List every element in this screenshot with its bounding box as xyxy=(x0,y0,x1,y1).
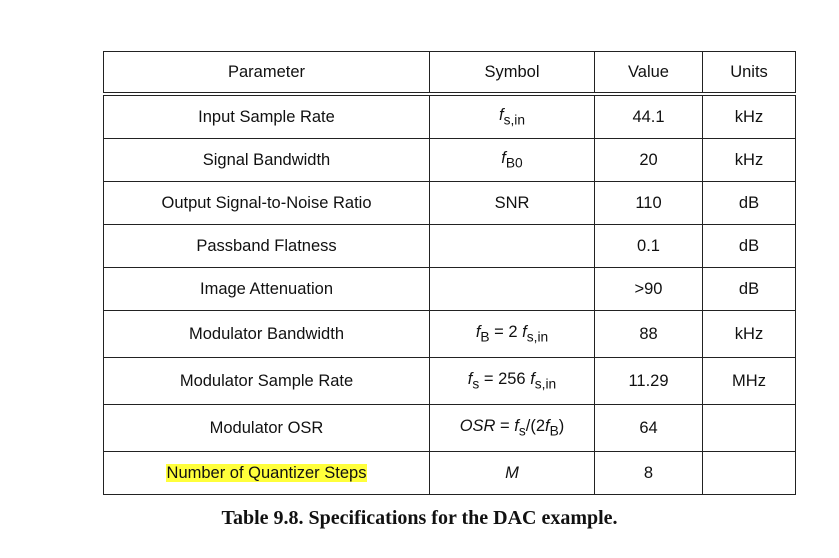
specifications-table xyxy=(103,51,796,495)
header-symbol: Symbol xyxy=(430,52,595,95)
symbol-var: f xyxy=(499,106,504,125)
table-row xyxy=(104,94,796,139)
symbol-operator: = 2 xyxy=(489,323,523,342)
table-row xyxy=(104,268,796,311)
cell-parameter: Modulator Sample Rate xyxy=(104,358,430,405)
cell-units: kHz xyxy=(703,139,796,182)
cell-parameter xyxy=(104,452,430,495)
cell-parameter: Modulator Bandwidth xyxy=(104,311,430,358)
symbol-var: OSR xyxy=(459,417,496,436)
table-row xyxy=(104,311,796,358)
cell-value: 110 xyxy=(595,182,703,225)
cell-parameter: Modulator OSR xyxy=(104,405,430,452)
cell-units xyxy=(703,405,796,452)
header-units: Units xyxy=(703,52,796,95)
symbol-sub: B xyxy=(549,423,559,439)
symbol-operator: = xyxy=(495,417,515,436)
cell-value: >90 xyxy=(595,268,703,311)
cell-symbol xyxy=(430,225,595,268)
cell-units xyxy=(703,452,796,495)
symbol-var: f xyxy=(514,417,519,436)
table-row xyxy=(104,452,796,495)
cell-value: 44.1 xyxy=(595,94,703,139)
cell-units: MHz xyxy=(703,358,796,405)
cell-value: 0.1 xyxy=(595,225,703,268)
cell-symbol xyxy=(430,311,595,358)
cell-symbol xyxy=(430,358,595,405)
symbol-var: M xyxy=(505,463,519,482)
table-row xyxy=(104,182,796,225)
cell-units: dB xyxy=(703,225,796,268)
symbol-sub: s xyxy=(518,423,526,439)
symbol-sub: B xyxy=(480,329,490,345)
cell-symbol xyxy=(430,94,595,139)
cell-units: dB xyxy=(703,182,796,225)
highlighted-text: Number of Quantizer Steps xyxy=(166,463,367,482)
symbol-sub: s xyxy=(472,376,480,392)
symbol-var: f xyxy=(530,370,535,389)
cell-units: dB xyxy=(703,268,796,311)
table-row xyxy=(104,139,796,182)
table-row xyxy=(104,405,796,452)
symbol-sub: B0 xyxy=(505,155,523,171)
cell-symbol xyxy=(430,405,595,452)
table-caption: Table 9.8. Specifications for the DAC example. xyxy=(221,507,618,529)
table-row xyxy=(104,225,796,268)
cell-units: kHz xyxy=(703,94,796,139)
cell-value: 11.29 xyxy=(595,358,703,405)
symbol-var: f xyxy=(545,417,550,436)
cell-symbol xyxy=(430,139,595,182)
symbol-sub: s,in xyxy=(503,112,525,128)
cell-value: 64 xyxy=(595,405,703,452)
cell-units: kHz xyxy=(703,311,796,358)
cell-parameter: Output Signal-to-Noise Ratio xyxy=(104,182,430,225)
table-row xyxy=(104,358,796,405)
cell-parameter: Input Sample Rate xyxy=(104,94,430,139)
symbol-operator: /(2 xyxy=(525,417,546,436)
symbol-operator: = 256 xyxy=(479,370,531,389)
symbol-var: f xyxy=(467,370,473,389)
header-parameter: Parameter xyxy=(104,52,430,95)
cell-parameter: Image Attenuation xyxy=(104,268,430,311)
cell-symbol: SNR xyxy=(430,182,595,225)
cell-parameter: Passband Flatness xyxy=(104,225,430,268)
cell-value: 88 xyxy=(595,311,703,358)
symbol-var: f xyxy=(501,149,506,168)
cell-parameter: Signal Bandwidth xyxy=(104,139,430,182)
symbol-operator: ) xyxy=(558,417,565,436)
header-value: Value xyxy=(595,52,703,95)
symbol-sub: s,in xyxy=(534,376,557,392)
cell-value: 8 xyxy=(595,452,703,495)
cell-value: 20 xyxy=(595,139,703,182)
symbol-sub: s,in xyxy=(526,329,549,345)
symbol-var: f xyxy=(522,323,527,342)
cell-symbol xyxy=(430,452,595,495)
cell-symbol xyxy=(430,268,595,311)
symbol-var: f xyxy=(475,323,481,342)
table-header-row xyxy=(104,52,796,95)
